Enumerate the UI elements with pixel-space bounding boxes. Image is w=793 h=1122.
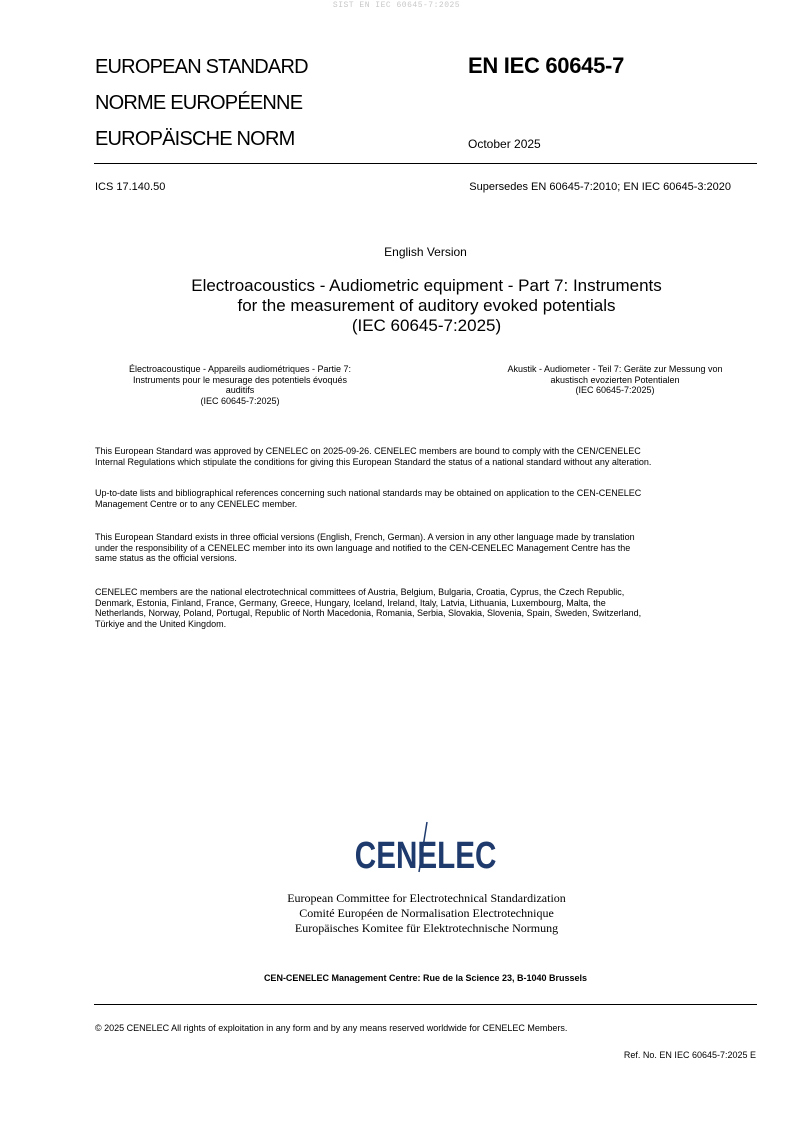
paragraph-line: Management Centre or to any CENELEC member.: [95, 498, 298, 509]
standard-number: EN IEC 60645-7: [468, 53, 624, 78]
heading-norme-europeenne: NORME EUROPÉENNE: [95, 92, 303, 114]
committee-name-de: Europäisches Komitee für Elektrotechnische Normung: [294, 921, 559, 935]
heading-european-standard: EUROPEAN STANDARD: [95, 56, 308, 78]
paragraph-line: Up-to-date lists and bibliographical references concerning such national standards may be obtained on application to the CEN-CENELEC: [95, 488, 642, 498]
title-de-line: akustisch evozierten Potentialen: [550, 374, 680, 385]
paragraph-line: CENELEC members are the national electrotechnical committees of Austria, Belgium, Bulgaria, Croatia, Cyprus, the Czech Republic,: [95, 587, 625, 597]
versions-paragraph: [95, 532, 760, 564]
bottom-divider: [94, 1004, 757, 1005]
committee-name-en: European Committee for Electrotechnical Standardization: [287, 891, 566, 905]
reference-number: Ref. No. EN IEC 60645-7:2025 E: [623, 1050, 756, 1060]
paragraph-line: under the responsibility of a CENELEC member into its own language and notified to the CEN-CENELEC Management Centre has the: [95, 542, 631, 553]
paragraph-line: Internal Regulations which stipulate the conditions for giving this European Standard the status of a national standard without any alteration.: [95, 456, 652, 467]
cenelec-wordmark: CENELEC: [354, 834, 497, 876]
ics-code: ICS 17.140.50: [95, 181, 166, 193]
copyright-notice: © 2025 CENELEC All rights of exploitation in any form and by any means reserved worldwide for CENELEC Members.: [95, 1023, 568, 1033]
watermark: SIST EN IEC 60645-7:2025: [332, 1, 461, 10]
paragraph-line: This European Standard exists in three official versions (English, French, German). A version in any other language made by translation: [95, 532, 635, 542]
document-title: [130, 276, 723, 336]
supersedes-note: Supersedes EN 60645-7:2010; EN IEC 60645-3:2020: [469, 181, 731, 193]
paragraph-line: Netherlands, Norway, Poland, Portugal, Republic of North Macedonia, Romania, Serbia, Slovakia, Slovenia, Spain, Sweden, Switzerland,: [95, 608, 642, 619]
title-line: (IEC 60645-7:2025): [351, 316, 502, 335]
cenelec-logo-icon: [300, 820, 553, 876]
title-french: [95, 364, 385, 406]
paragraph-line: Türkiye and the United Kingdom.: [95, 618, 227, 629]
heading-europaische-norm: EUROPÄISCHE NORM: [95, 128, 295, 150]
title-de-line: (IEC 60645-7:2025): [575, 385, 655, 395]
approval-paragraph: [95, 446, 760, 467]
title-line: for the measurement of auditory evoked potentials: [237, 296, 616, 315]
cenelec-logo: [300, 820, 553, 876]
members-paragraph: [95, 587, 760, 629]
title-fr-line: (IEC 60645-7:2025): [200, 395, 280, 406]
paragraph-line: Denmark, Estonia, Finland, France, Germany, Greece, Hungary, Iceland, Ireland, Italy, Latvia, Lithuania, Luxembourg, Malta, the: [95, 597, 606, 608]
paragraph-line: same status as the official versions.: [95, 553, 237, 564]
title-fr-line: Instruments pour le mesurage des potentiels évoqués: [132, 374, 348, 385]
version-label: English Version: [384, 245, 467, 259]
references-paragraph: [95, 488, 760, 509]
title-german: [480, 364, 750, 396]
top-divider: [94, 163, 757, 164]
title-fr-line: Électroacoustique - Appareils audiométriques - Partie 7:: [128, 364, 352, 374]
management-centre-address: CEN-CENELEC Management Centre: Rue de la Science 23, B-1040 Brussels: [263, 973, 588, 983]
publication-date: October 2025: [468, 137, 541, 151]
title-line: Electroacoustics - Audiometric equipment - Part 7: Instruments: [191, 276, 662, 295]
title-fr-line: auditifs: [225, 385, 255, 395]
paragraph-line: This European Standard was approved by CENELEC on 2025-09-26. CENELEC members are bound to comply with the CEN/CENELEC: [95, 446, 641, 456]
title-de-line: Akustik - Audiometer - Teil 7: Geräte zur Messung von: [507, 364, 723, 374]
committee-name-fr: Comité Européen de Normalisation Electrotechnique: [299, 906, 554, 920]
